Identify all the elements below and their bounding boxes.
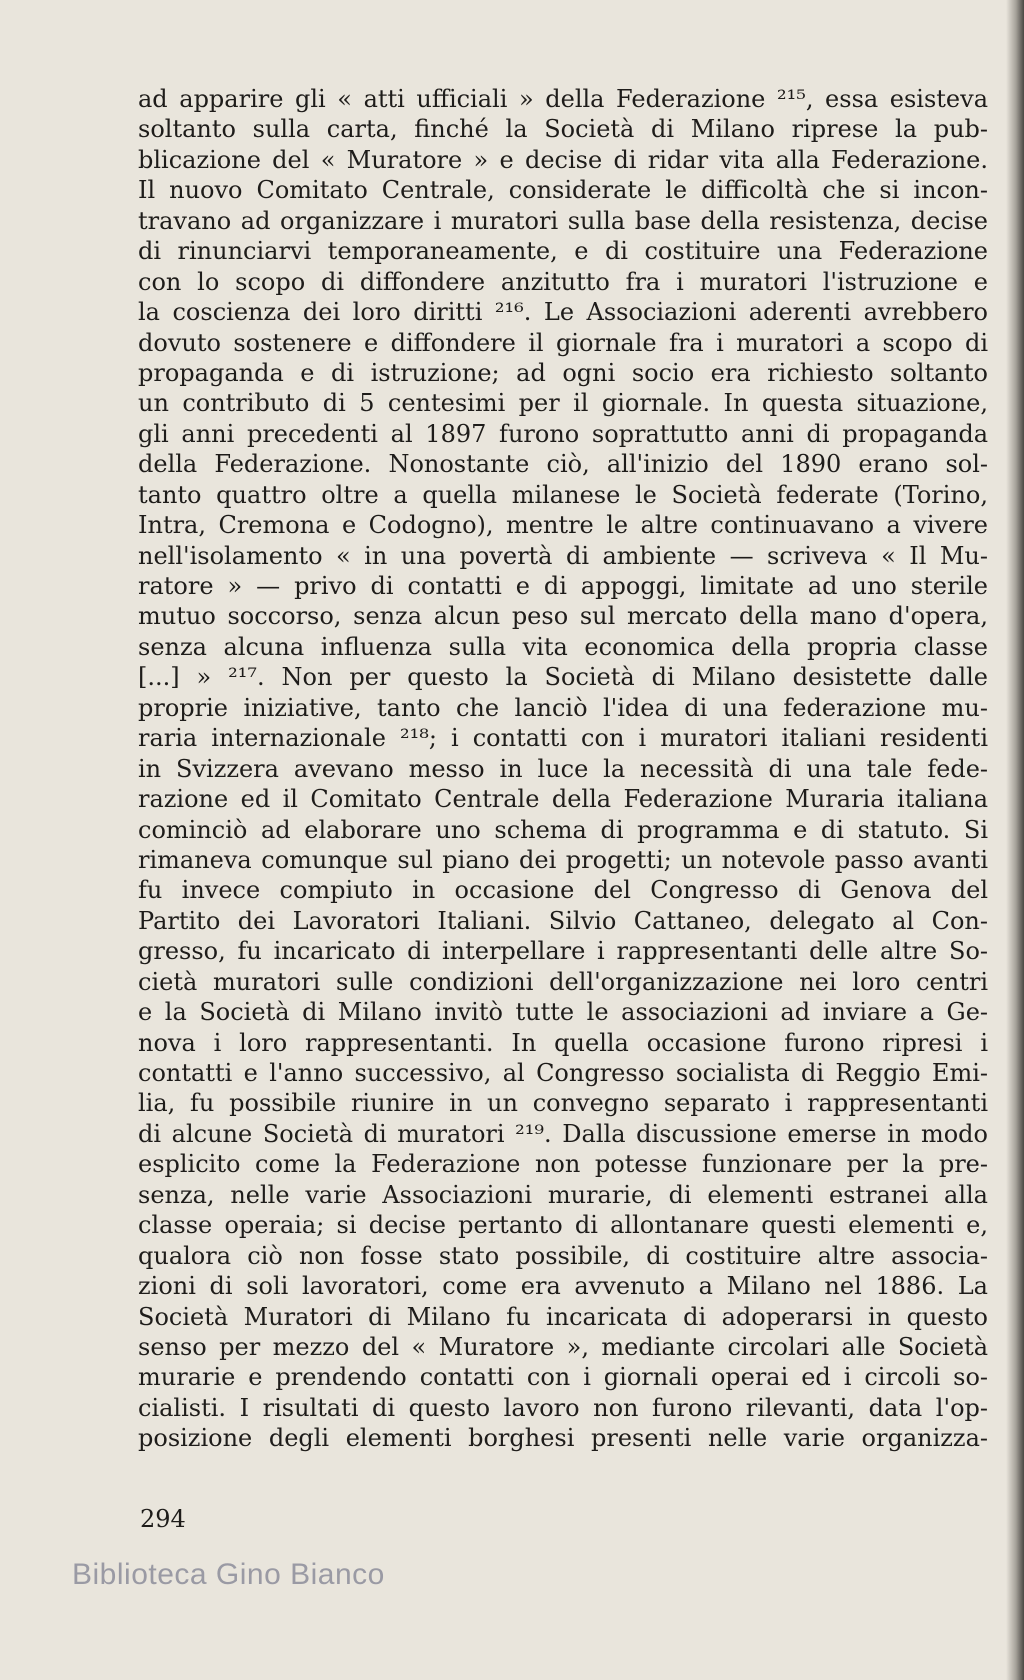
- text-line: nova i loro rappresentanti. In quella occasione furono ripresi i: [138, 1028, 988, 1057]
- text-line: dovuto sostenere e diffondere il giornale fra i muratori a scopo di: [138, 328, 988, 357]
- text-line: gli anni precedenti al 1897 furono soprattutto anni di propaganda: [138, 419, 988, 448]
- text-line: cominciò ad elaborare uno schema di programma e di statuto. Si: [138, 815, 988, 844]
- text-line: ad apparire gli « atti ufficiali » della Federazione ²¹⁵, essa esisteva: [138, 85, 988, 113]
- text-line: senso per mezzo del « Muratore », mediante circolari alle Società: [138, 1332, 988, 1361]
- text-line: senza alcuna influenza sulla vita economica della propria classe: [138, 632, 988, 661]
- text-line: in Svizzera avevano messo in luce la necessità di una tale fede-: [138, 754, 988, 783]
- text-line: esplicito come la Federazione non potesse funzionare per la pre-: [138, 1150, 988, 1179]
- text-line: gresso, fu incaricato di interpellare i rappresentanti delle altre So-: [138, 937, 988, 966]
- text-line: tanto quattro oltre a quella milanese le Società federate (Torino,: [138, 480, 988, 509]
- text-line: blicazione del « Muratore » e decise di ridar vita alla Federazione.: [138, 145, 988, 174]
- text-line: la coscienza dei loro diritti ²¹⁶. Le Associazioni aderenti avrebbero: [138, 298, 988, 327]
- library-watermark: Biblioteca Gino Bianco: [72, 1558, 385, 1591]
- text-line: di rinunciarvi temporaneamente, e di costituire una Federazione: [138, 237, 988, 266]
- text-line: zioni di soli lavoratori, come era avvenuto a Milano nel 1886. La: [138, 1272, 988, 1301]
- text-line: murarie e prendendo contatti con i giornali operai ed i circoli so-: [138, 1363, 988, 1392]
- text-line: [...] » ²¹⁷. Non per questo la Società di Milano desistette dalle: [138, 663, 988, 692]
- text-line: senza, nelle varie Associazioni murarie, di elementi estranei alla: [138, 1180, 988, 1209]
- text-line: nell'isolamento « in una povertà di ambiente — scriveva « Il Mu-: [138, 541, 988, 570]
- text-line: Intra, Cremona e Codogno), mentre le altre continuavano a vivere: [138, 511, 988, 540]
- text-line: della Federazione. Nonostante ciò, all'inizio del 1890 erano sol-: [138, 450, 988, 479]
- text-line: raria internazionale ²¹⁸; i contatti con i muratori italiani residenti: [138, 724, 988, 753]
- body-text: [138, 84, 988, 1454]
- text-line: di alcune Società di muratori ²¹⁹. Dalla discussione emerse in modo: [138, 1119, 988, 1148]
- text-line: fu invece compiuto in occasione del Congresso di Genova del: [138, 876, 988, 905]
- text-line: ratore » — privo di contatti e di appoggi, limitate ad uno sterile: [138, 572, 988, 600]
- page-number: 294: [140, 1505, 186, 1533]
- text-line: rimaneva comunque sul piano dei progetti; un notevole passo avanti: [138, 845, 988, 874]
- text-line: un contributo di 5 centesimi per il giornale. In questa situazione,: [138, 389, 988, 418]
- text-line: proprie iniziative, tanto che lanciò l'idea di una federazione mu-: [138, 693, 988, 722]
- text-line: lia, fu possibile riunire in un convegno separato i rappresentanti: [138, 1089, 988, 1118]
- text-line: razione ed il Comitato Centrale della Federazione Muraria italiana: [138, 785, 988, 814]
- text-line: e la Società di Milano invitò tutte le associazioni ad inviare a Ge-: [138, 998, 988, 1027]
- text-line: cialisti. I risultati di questo lavoro non furono rilevanti, data l'op-: [138, 1393, 988, 1422]
- text-line: posizione degli elementi borghesi presenti nelle varie organizza-: [138, 1424, 988, 1453]
- text-line: soltanto sulla carta, finché la Società di Milano riprese la pub-: [138, 115, 988, 144]
- text-line: Partito dei Lavoratori Italiani. Silvio Cattaneo, delegato al Con-: [138, 906, 988, 935]
- text-line: propaganda e di istruzione; ad ogni socio era richiesto soltanto: [138, 358, 988, 387]
- text-line: Società Muratori di Milano fu incaricata di adoperarsi in questo: [138, 1302, 988, 1331]
- text-line: travano ad organizzare i muratori sulla base della resistenza, decise: [138, 206, 988, 235]
- text-line: mutuo soccorso, senza alcun peso sul mercato della mano d'opera,: [138, 602, 988, 631]
- text-line: Il nuovo Comitato Centrale, considerate le difficoltà che si incon-: [138, 176, 988, 205]
- text-line: qualora ciò non fosse stato possibile, di costituire altre associa-: [138, 1241, 988, 1270]
- text-line: con lo scopo di diffondere anzitutto fra i muratori l'istruzione e: [138, 267, 988, 296]
- page-edge-shadow: [1006, 0, 1024, 1680]
- text-line: cietà muratori sulle condizioni dell'organizzazione nei loro centri: [138, 967, 988, 996]
- text-line: contatti e l'anno successivo, al Congresso socialista di Reggio Emi-: [138, 1059, 988, 1087]
- text-line: classe operaia; si decise pertanto di allontanare questi elementi e,: [138, 1211, 988, 1240]
